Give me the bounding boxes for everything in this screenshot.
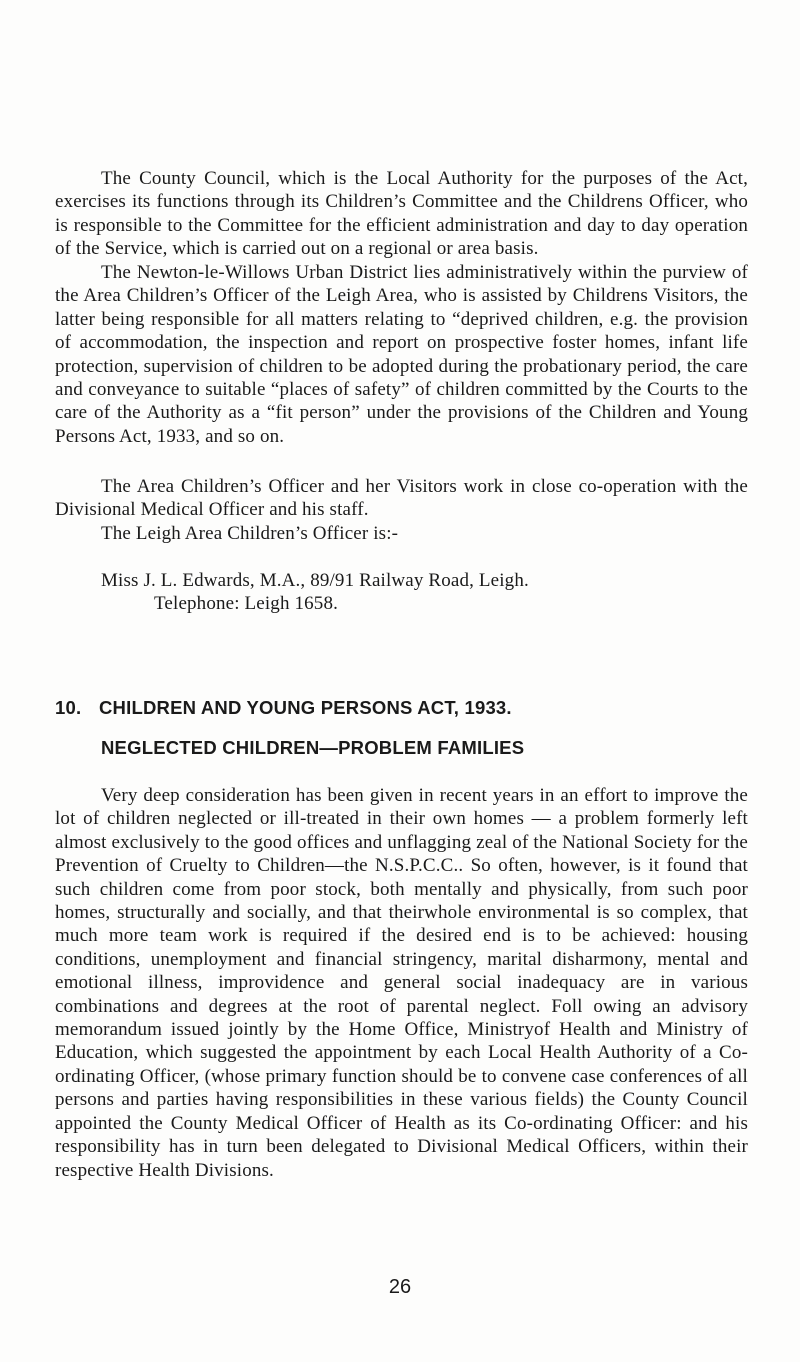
paragraph-newton-le-willows: The Newton-le-Willows Urban District lies administratively within the purview of the Area Children’s Officer of the Leigh Area, who is assisted by Childrens Visitors, the latter being responsible for all matters relating to “deprived children, e.g. the provision of accommodation, the inspection and report on prospective foster homes, infant life protection, supervision of children to be adopted during the probationary period, the care and conveyance to suitable “places of safety” of children committed by the Courts to the care of the Authority as a “fit person” under the provisions of the Children and Young Persons Act, 1933, and so on. — [55, 262, 748, 447]
section-heading — [55, 697, 512, 719]
paragraph-leigh-officer-intro: The Leigh Area Children’s Officer is:- — [101, 523, 399, 544]
officer-address: Miss J. L. Edwards, M.A., 89/91 Railway Road, Leigh. — [101, 570, 529, 591]
section-number: 10. — [55, 697, 82, 718]
paragraph-county-council: The County Council, which is the Local Authority for the purposes of the Act, exercises its functions through its Children’s Committee and the Childrens Officer, who is responsible to the Committee for the efficient administration and day to day operation of the Service, which is carried out on a regional or area basis. — [55, 168, 748, 260]
section-subtitle: NEGLECTED CHILDREN—PROBLEM FAMILIES — [101, 737, 525, 758]
paragraph-area-childrens-officer: The Area Children’s Officer and her Visitors work in close co-operation with the Divisional Medical Officer and his staff. — [55, 476, 748, 521]
section-title: CHILDREN AND YOUNG PERSONS ACT, 1933. — [99, 697, 512, 718]
page-number: 26 — [388, 1276, 412, 1298]
paragraph-neglected-children: Very deep consideration has been given in recent years in an effort to improve the lot of children neglected or ill-treated in their own homes — a problem formerly left almost exclusively to the good offices and unflagging zeal of the National Society for the Prevention of Cruelty to Children—the N.S.P.C.C.. So often, however, is it found that such children come from poor stock, both mentally and physically, from such poor homes, structurally and socially, and that theirwhole environmental is so complex, that much more team work is required if the desired end is to be achieved: housing conditions, unemployment and financial stringency, marital disharmony, mental and emotional illness, improvidence and general social inadequacy are in various combinations and degrees at the root of parental neglect. Foll owing an advisory memorandum issued jointly by the Home Office, Ministryof Health and Ministry of Education, which suggested the appointment by each Local Health Authority of a Co-ordinating Officer, (whose primary function should be to convene case conferences of all persons and parties having responsibilities in these various fields) the County Council appointed the County Medical Officer of Health as its Co-ordinating Officer: and his responsibility has in turn been delegated to Divisional Medical Officers, within their respective Health Divisions. — [55, 785, 748, 1181]
officer-telephone: Telephone: Leigh 1658. — [154, 593, 339, 614]
